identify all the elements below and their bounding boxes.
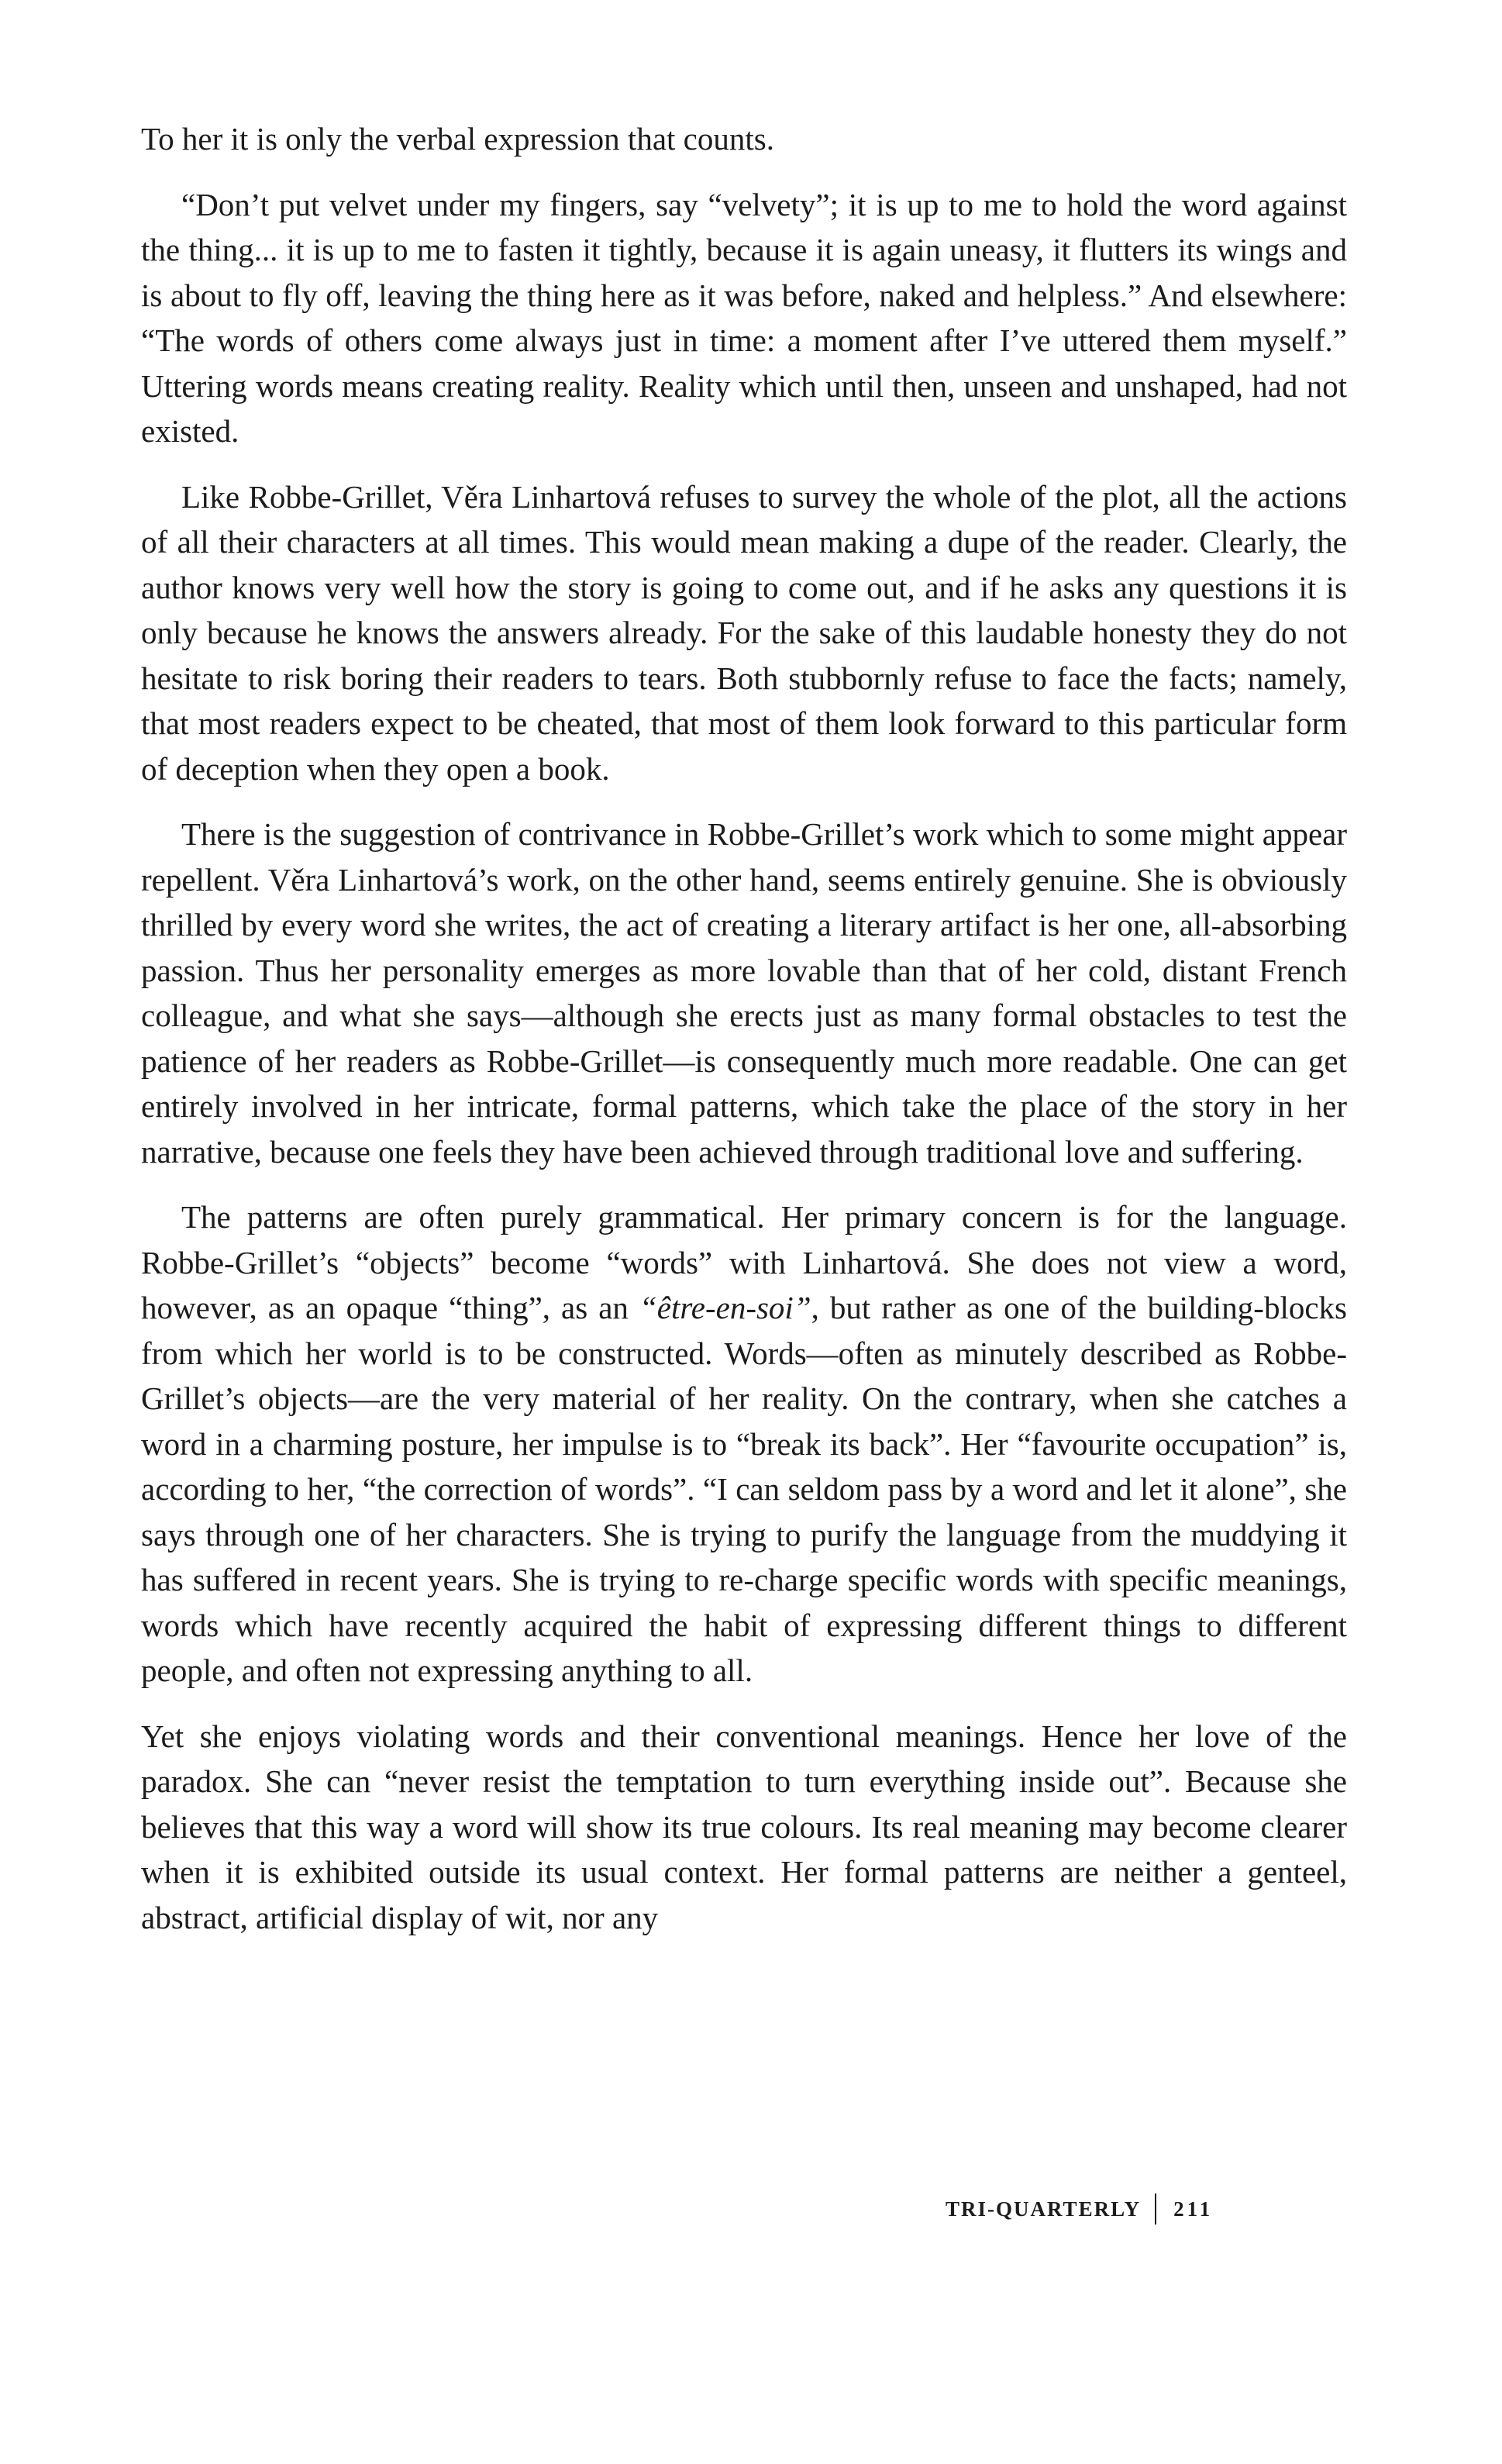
running-footer [946,2193,1271,2224]
paragraph-3: Like Robbe-Grillet, Věra Linhartová refuses to survey the whole of the plot, all the actions of all their characters at all times. This would mean making a dupe of the reader. Clearly, the author knows very well how the story is going to come out, and if he asks any questions it is only because he knows the answers already. For the sake of this laudable honesty they do not hesitate to risk boring their readers to tears. Both stubbornly refuse to face the facts; namely, that most readers expect to be cheated, that most of them look forward to this particular form of deception when they open a book. [141,478,1347,787]
italic-term: “être-en-soi” [639,1290,811,1325]
paragraph-4: There is the suggestion of contrivance in Robbe-Grillet’s work which to some might appear repellent. Věra Linhartová’s work, on the other hand, seems entirely genuine. She is obviously thrilled by every word she writes, the act of creating a literary artifact is her one, all-absorbing passion. Thus her personality emerges as more lovable than that of her cold, distant French colleague, and what she says—although she erects just as many formal obstacles to test the patience of her readers as Robbe-Grillet—is consequently much more readable. One can get entirely involved in her intricate, formal patterns, which take the place of the story in her narrative, because one feels they have been achieved through traditional love and suffering. [141,816,1347,1170]
paragraph-5-end: , but rather as one of the building-blocks from which her world is to be constructed. Words—often as minutely described as Robbe-Grillet’s objects—are the very material of her reality. On the contrary, when she catches a word in a charming posture, her impulse is to “break its back”. Her “favourite occupation” is, according to her, “the correction of words”. “I can seldom pass by a word and let it alone”, she says through one of her characters. She is trying to purify the language from the muddying it has suffered in recent years. She is trying to re-charge specific words with specific meanings, words which have recently acquired the habit of expressing different things to different people, and often not expressing anything to all. [141,1290,1347,1688]
paragraph-2: “Don’t put velvet under my fingers, say “velvety”; it is up to me to hold the word against the thing... it is up to me to fasten it tightly, because it is again uneasy, it flutters its wings and is about to fly off, leaving the thing here as it was before, naked and helpless.” And elsewhere: “The words of others come always just in time: a moment after I’ve uttered them myself.” Uttering words means creating reality. Reality which until then, unseen and unshaped, had not existed. [141,186,1347,449]
paragraph-5-start: The patterns are often purely grammatical. Her primary concern is for the language. Robbe-Grillet’s “objects” become “words” with Linhartová. She does not view a word, however, as an opaque “thing”, as an [141,1199,1347,1325]
paragraph-1: To her it is only the verbal expression that counts. [141,121,774,157]
journal-name: TRI-QUARTERLY [946,2197,1142,2221]
paragraph-6: Yet she enjoys violating words and their conventional meanings. Hence her love of the paradox. She can “never resist the temptation to turn everything inside out”. Because she believes that this way a word will show its true colours. Its real meaning may become clearer when it is exhibited outside its usual context. Her formal patterns are neither a genteel, abstract, artificial display of wit, nor any [141,1718,1347,1935]
page-number: 211 [1173,2197,1214,2221]
body-text [141,116,1347,1960]
paragraph-5 [141,1194,1347,1694]
footer-divider [1155,2193,1156,2224]
